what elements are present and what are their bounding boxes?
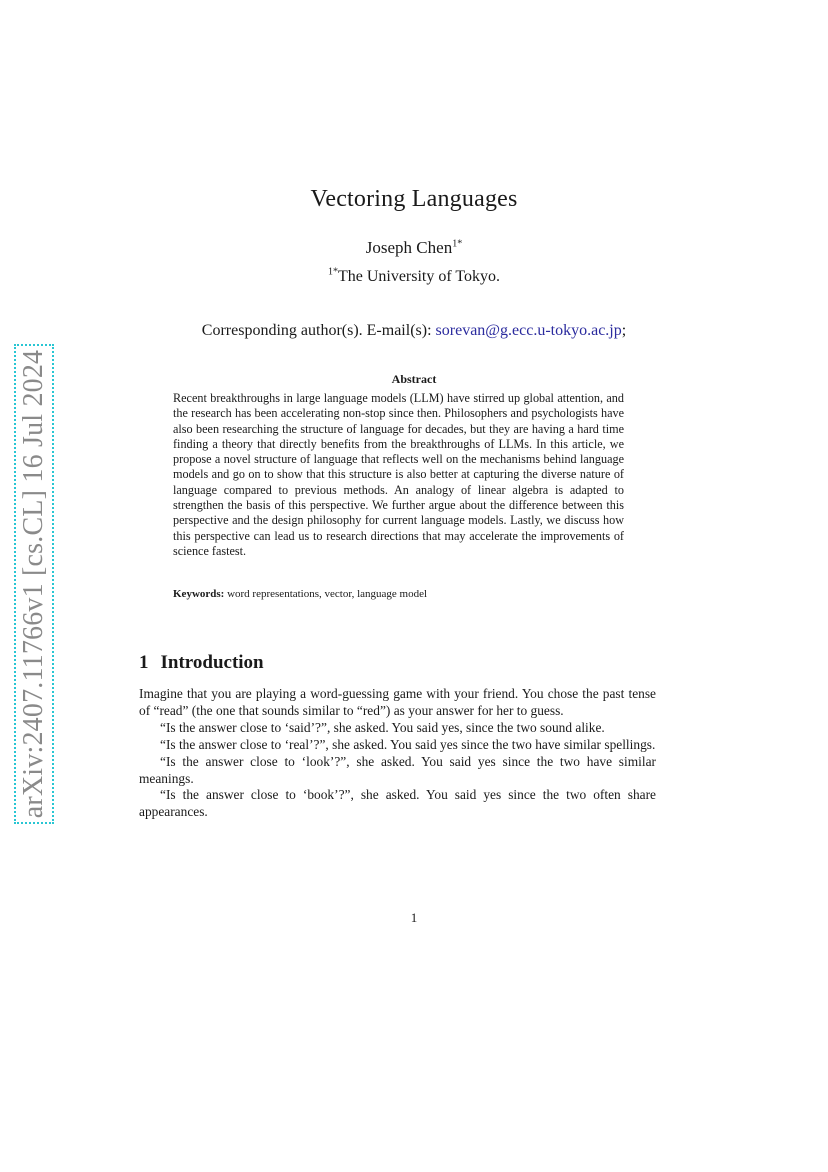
intro-paragraph: “Is the answer close to ‘real’?”, she asked. You said yes since the two have similar spellings. bbox=[160, 736, 656, 752]
author-superscript: 1* bbox=[452, 238, 463, 250]
keywords-text: word representations, vector, language model bbox=[224, 588, 428, 600]
page-number: 1 bbox=[410, 910, 418, 925]
corresponding-suffix: ; bbox=[621, 322, 627, 339]
email-link[interactable]: sorevan@g.ecc.u-tokyo.ac.jp bbox=[435, 322, 622, 339]
arxiv-identifier: arXiv:2407.11766v1 [cs.CL] 16 Jul 2024 bbox=[18, 349, 49, 819]
keywords-label: Keywords: bbox=[173, 588, 225, 600]
section-heading bbox=[139, 652, 264, 674]
author-line bbox=[0, 238, 828, 258]
intro-paragraph: Imagine that you are playing a word-guessing game with your friend. You chose the past tense of “read” (the one that sounds similar to “red”) as your answer for her to guess. bbox=[139, 686, 656, 718]
corresponding-prefix: Corresponding author(s). E-mail(s): bbox=[201, 322, 436, 339]
section-title: Introduction bbox=[160, 652, 264, 673]
author-name: Joseph Chen bbox=[365, 238, 453, 257]
affiliation-superscript: 1* bbox=[327, 266, 338, 278]
affiliation-name: The University of Tokyo. bbox=[337, 268, 501, 285]
intro-paragraph: “Is the answer close to ‘look’?”, she asked. You said yes since the two have similar meanings. bbox=[139, 753, 656, 786]
intro-paragraph: “Is the answer close to ‘book’?”, she asked. You said yes since the two often share appearances. bbox=[139, 787, 656, 820]
introduction-body bbox=[139, 686, 656, 821]
affiliation-line bbox=[0, 268, 828, 286]
corresponding-author-line bbox=[0, 322, 828, 340]
abstract-heading: Abstract bbox=[391, 372, 437, 386]
keywords-line bbox=[173, 588, 633, 600]
abstract-text: Recent breakthroughs in large language models (LLM) have stirred up global attention, and the research has been accelerating non-stop since then. Philosophers and psychologists have also been researching the structure of language for decades, but they are having a hard time finding a theory that directly benefits from the breakthroughs of LLMs. In this article, we propose a novel structure of language that reflects well on the mechanisms behind language models and go on to show that this structure is also better at capturing the diverse nature of language compared to previous methods. An analogy of linear algebra is adapted to strengthen the basis of this perspective. We further argue about the difference between this perspective and the design philosophy for current language models. Lastly, we discuss how this perspective can lead us to research directions that may accelerate the improvements of science fastest. bbox=[173, 391, 624, 558]
intro-paragraph: “Is the answer close to ‘said’?”, she asked. You said yes, since the two sound alike. bbox=[160, 719, 605, 735]
paper-title: Vectoring Languages bbox=[310, 186, 518, 212]
section-number: 1 bbox=[139, 652, 149, 673]
